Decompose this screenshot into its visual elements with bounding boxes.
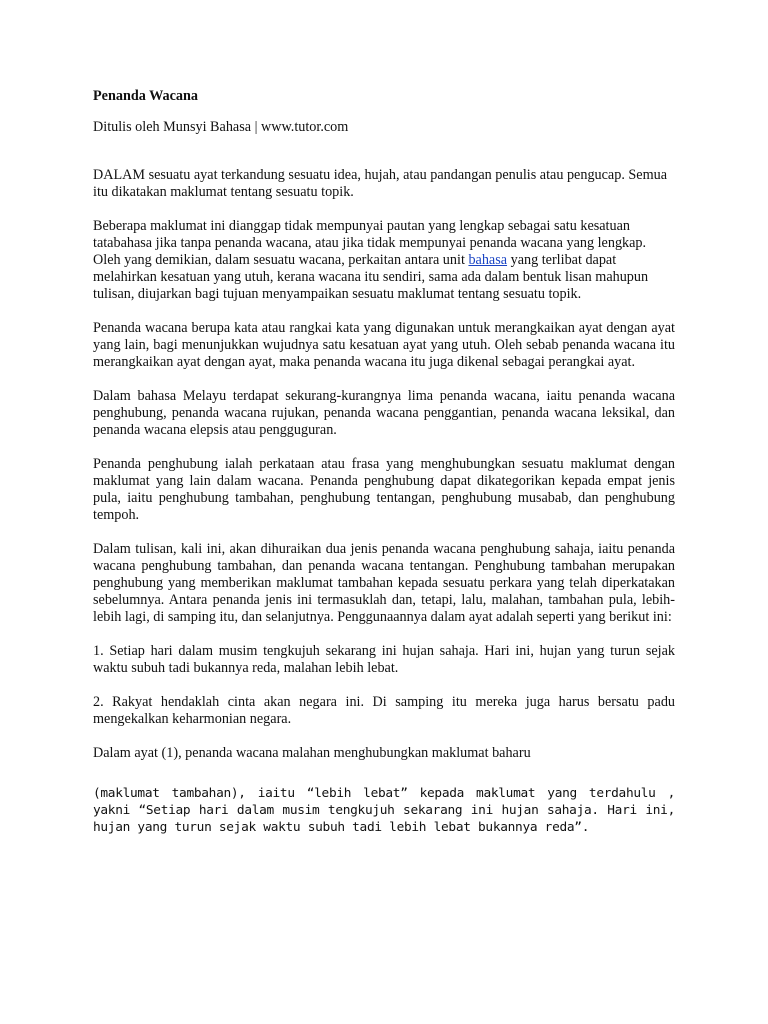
example-1: 1. Setiap hari dalam musim tengkujuh sekarang ini hujan sahaja. Hari ini, hujan yang turun sejak waktu subuh tadi bukannya reda, malahan lebih lebat. <box>93 643 675 676</box>
article-body <box>93 88 675 853</box>
paragraph-10-mono: (maklumat tambahan), iaitu “lebih lebat” kepada maklumat yang terdahulu , yakni “Setiap <box>93 786 675 818</box>
paragraph-10 <box>93 785 675 836</box>
bahasa-link[interactable]: bahasa <box>468 252 508 268</box>
article-byline: Ditulis oleh Munsyi Bahasa | www.tutor.com <box>93 119 349 135</box>
paragraph-2-text-b: yang terlibat dapat melahirkan kesatuan yang utuh, kerana wacana itu sendiri, sama ada dalam bentuk lisan mahupun tulisan, diujarkan bagi tujuan menyampaikan sesuatu maklumat tentang sesuatu topik. <box>93 252 649 302</box>
paragraph-9: Dalam ayat (1), penanda wacana malahan menghubungkan maklumat baharu <box>93 745 531 761</box>
paragraph-2 <box>93 218 675 303</box>
paragraph-5: Penanda penghubung ialah perkataan atau frasa yang menghubungkan sesuatu maklumat dengan maklumat yang lain dalam wacana. Penanda penghubung dapat dikategorikan kepada empat jenis pula, iaitu penghubung tambahan, penghubung tentangan, penghubung musabab, dan penghubung tempoh. <box>93 456 675 523</box>
paragraph-3: Penanda wacana berupa kata atau rangkai kata yang digunakan untuk merangkaikan ayat dengan ayat yang lain, bagi menunjukkan wujudnya satu kesatuan ayat yang utuh. Oleh sebab penanda wacana itu merangkaikan ayat dengan ayat, maka penanda wacana itu juga dikenal sebagai perangkai ayat. <box>93 320 675 370</box>
paragraph-1: DALAM sesuatu ayat terkandung sesuatu idea, hujah, atau pandangan penulis atau pengucap. Semua itu dikatakan maklumat tentang sesuatu topik. <box>93 167 668 200</box>
example-2: 2. Rakyat hendaklah cinta akan negara ini. Di samping itu mereka juga harus bersatu padu mengekalkan keharmonian negara. <box>93 694 675 727</box>
paragraph-6: Dalam tulisan, kali ini, akan dihuraikan dua jenis penanda wacana penghubung sahaja, iaitu penanda wacana penghubung tambahan, dan penanda wacana tentangan. Penghubung tambahan merupakan penghubung yang memberikan maklumat tambahan kepada sesuatu perkara yang telah diperkatakan sebelumnya. Antara penanda jenis ini termasuklah dan, tetapi, lalu, malahan, tambahan pula, lebih-lebih lagi, di samping itu, dan selanjutnya. Penggunaannya dalam ayat adalah seperti yang berikut ini: <box>93 541 675 625</box>
paragraph-4: Dalam bahasa Melayu terdapat sekurang-kurangnya lima penanda wacana, iaitu penanda wacana penghubung, penanda wacana rujukan, penanda wacana penggantian, penanda wacana leksikal, dan penanda wacana elepsis atau pengguguran. <box>93 388 675 438</box>
paragraph-10-rest: hari dalam musim tengkujuh sekarang ini hujan sahaja. Hari ini, hujan yang turun sejak waktu subuh tadi lebih lebat bukannya reda”. <box>93 803 675 835</box>
paragraph-2-text-a: Beberapa maklumat ini dianggap tidak mempunyai pautan yang lengkap sebagai satu kesatuan tatabahasa jika tanpa penanda wacana, atau jika tidak mempunyai penanda wacana yang lengkap. Oleh yang demikian, dalam sesuatu wacana, perkaitan antara unit <box>93 218 647 268</box>
article-title: Penanda Wacana <box>93 88 198 104</box>
